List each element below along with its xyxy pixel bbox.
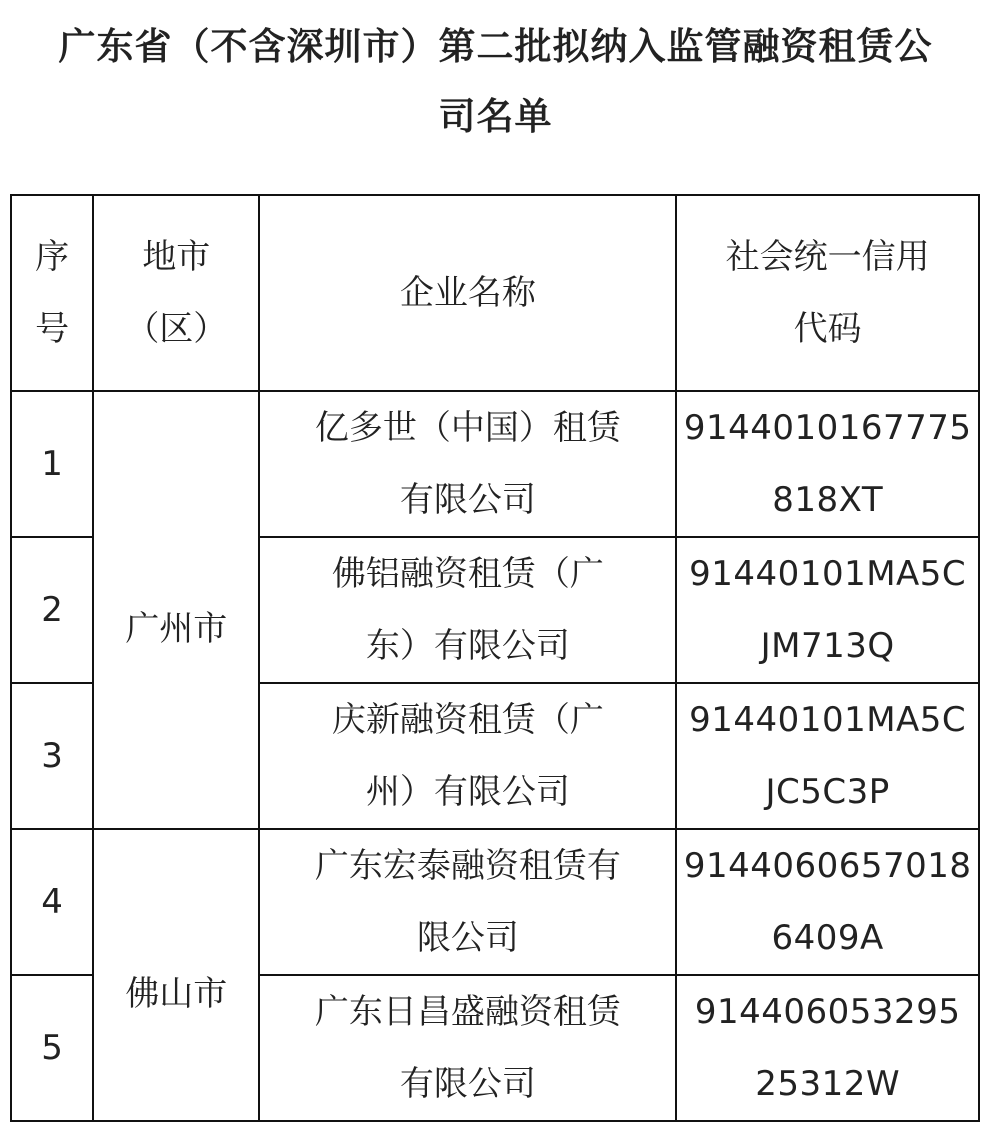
credit-code-line: 91440101MA5C: [689, 700, 967, 740]
row-credit-code: [676, 829, 979, 975]
credit-code-line: 9144060657018: [683, 846, 972, 886]
row-company-name: [259, 975, 676, 1121]
credit-code-line: 6409A: [771, 918, 884, 958]
row-city: [93, 391, 259, 829]
row-company-name: [259, 391, 676, 537]
header-index: [11, 195, 93, 391]
company-name-line: 广东宏泰融资租赁有: [314, 846, 621, 886]
credit-code-line: JM713Q: [760, 626, 895, 666]
header-credit-code: [676, 195, 979, 391]
document-title: [0, 12, 991, 152]
header-city-line: （区）: [125, 309, 228, 349]
header-city-line: 地市: [142, 237, 211, 277]
row-credit-code: [676, 683, 979, 829]
company-name-line: 东）有限公司: [365, 626, 570, 666]
row-credit-code: [676, 537, 979, 683]
header-index-line: 序: [35, 237, 70, 277]
company-name-line: 有限公司: [399, 1064, 536, 1104]
row-company-name: [259, 537, 676, 683]
header-company-name: [259, 195, 676, 391]
row-index: 3: [11, 683, 93, 829]
row-city: [93, 829, 259, 1121]
credit-code-line: 91440101MA5C: [689, 554, 967, 594]
company-name-line: 佛铝融资租赁（广: [331, 554, 604, 594]
company-name-line: 庆新融资租赁（广: [331, 700, 604, 740]
document-title-line-2: 司名单: [438, 95, 553, 138]
table-row: [11, 391, 979, 537]
row-index: 1: [11, 391, 93, 537]
credit-code-line: 818XT: [772, 480, 884, 520]
row-credit-code: [676, 391, 979, 537]
header-company-name-line: 企业名称: [399, 273, 536, 313]
row-company-name: [259, 829, 676, 975]
credit-code-line: JC5C3P: [765, 772, 890, 812]
company-name-line: 亿多世（中国）租赁: [314, 408, 621, 448]
row-index: 4: [11, 829, 93, 975]
company-name-line: 限公司: [416, 918, 519, 958]
credit-code-line: 25312W: [755, 1064, 901, 1104]
row-index: 5: [11, 975, 93, 1121]
company-name-line: 广东日昌盛融资租赁: [314, 992, 621, 1032]
header-credit-code-line: 社会统一信用: [725, 237, 930, 277]
header-index-line: 号: [35, 309, 70, 349]
row-city-label: 佛山市: [125, 974, 228, 1014]
table-row: [11, 829, 979, 975]
row-index: 2: [11, 537, 93, 683]
company-list-table: [10, 194, 980, 1122]
row-city-label: 广州市: [125, 609, 228, 649]
credit-code-line: 914406053295: [694, 992, 961, 1032]
credit-code-line: 9144010167775: [683, 408, 972, 448]
header-credit-code-line: 代码: [793, 309, 862, 349]
header-city: [93, 195, 259, 391]
row-company-name: [259, 683, 676, 829]
company-name-line: 有限公司: [399, 480, 536, 520]
company-name-line: 州）有限公司: [365, 772, 570, 812]
row-credit-code: [676, 975, 979, 1121]
table-header-row: [11, 195, 979, 391]
document-title-line-1: 广东省（不含深圳市）第二批拟纳入监管融资租赁公: [58, 25, 933, 68]
